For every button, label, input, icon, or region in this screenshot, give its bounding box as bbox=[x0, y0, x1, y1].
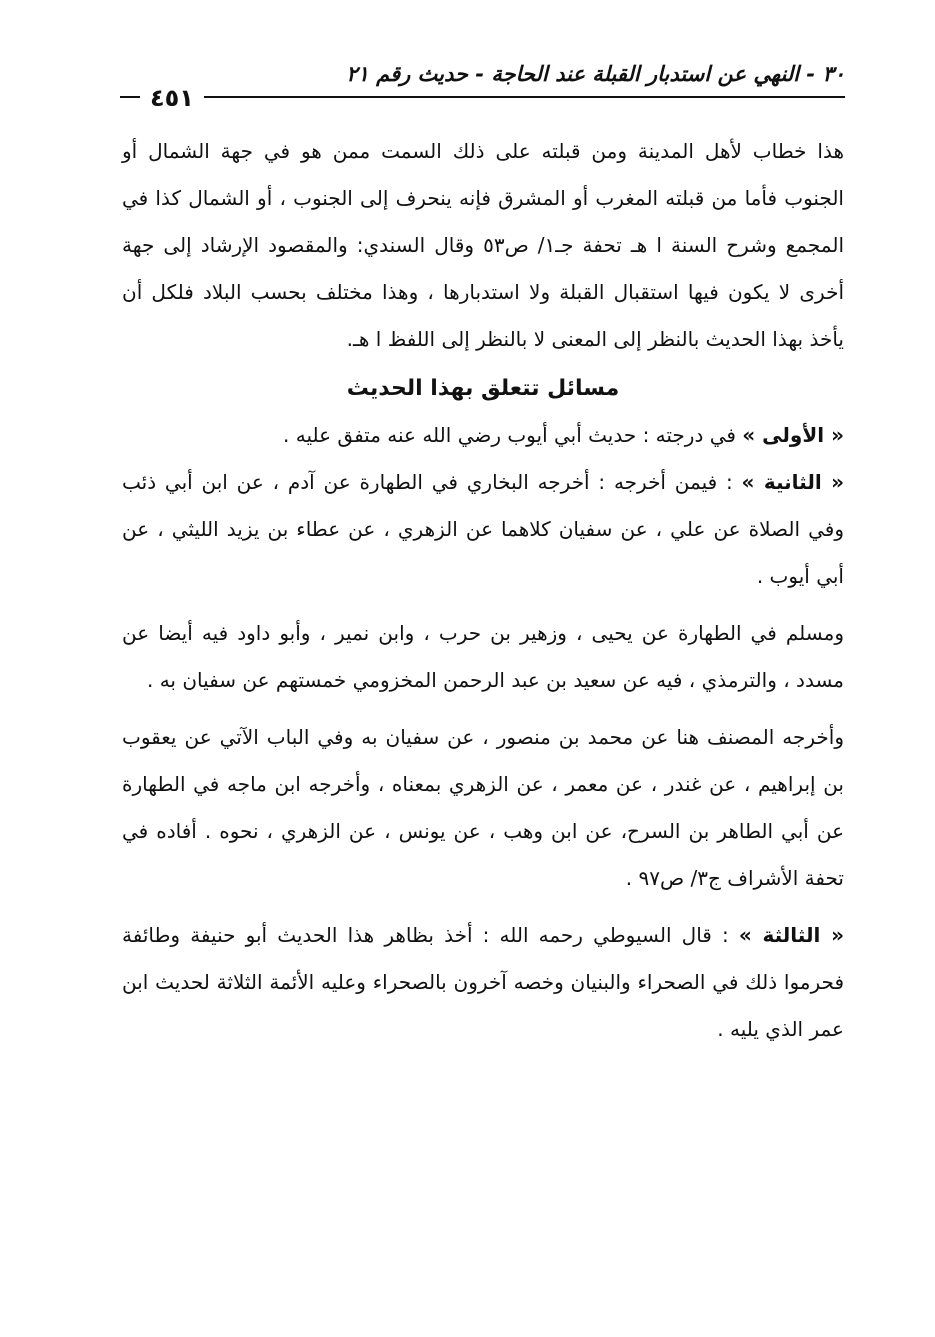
paragraph: هذا خطاب لأهل المدينة ومن قبلته على ذلك السمت ممن هو في جهة الشمال أو الجنوب فأما من قبلته المغرب أو المشرق فإنه ينحرف إلى الجنوب ، أو الشمال كذا في المجمع وشرح السنة ا هـ تحفة جـ١/ ص٥٣ وقال السندي: والمقصود الإرشاد إلى جهة أخرى لا يكون فيها استقبال القبلة ولا استدبارها ، وهذا مختلف بحسب البلاد فلكل أن يأخذ بهذا الحديث بالنظر إلى المعنى لا بالنظر إلى اللفظ ا هـ. bbox=[122, 139, 844, 351]
page-number-box bbox=[140, 84, 204, 112]
section-heading: مسائل تتعلق بهذا الحديث bbox=[346, 376, 620, 401]
page-body bbox=[122, 128, 844, 1053]
issue-label: « الثانية » bbox=[741, 470, 845, 494]
issue-second bbox=[122, 459, 844, 600]
issue-text: في درجته : حديث أبي أيوب رضي الله عنه متفق عليه . bbox=[283, 423, 743, 447]
running-title: ٣٠ - النهي عن استدبار القبلة عند الحاجة - حديث رقم ٢١ bbox=[346, 62, 845, 86]
header-rule bbox=[120, 96, 845, 98]
paragraph: وأخرجه المصنف هنا عن محمد بن منصور ، عن سفيان به وفي الباب الآتي عن يعقوب بن إبراهيم ، عن غندر ، عن معمر ، عن الزهري بمعناه ، وأخرجه ابن ماجه في الطهارة عن أبي الطاهر بن السرح، عن ابن وهب ، عن يونس ، عن الزهري ، نحوه . أفاده في تحفة الأشراف ج٣/ ص٩٧ . bbox=[122, 725, 844, 890]
issue-label: « الأولى » bbox=[742, 423, 844, 447]
issue-text: : فيمن أخرجه : أخرجه البخاري في الطهارة عن آدم ، عن ابن أبي ذئب وفي الصلاة عن علي ، عن سفيان كلاهما عن الزهري ، عن عطاء بن يزيد الليثي ، عن أبي أيوب . bbox=[122, 470, 844, 588]
page-number: ٤٥١ bbox=[150, 84, 194, 112]
issue-text: : قال السيوطي رحمه الله : أخذ بظاهر هذا الحديث أبو حنيفة وطائفة فحرموا ذلك في الصحراء والبنيان وخصه آخرون بالصحراء وعليه الأئمة الثلاثة لحديث ابن عمر الذي يليه . bbox=[122, 923, 844, 1041]
page-header bbox=[120, 62, 845, 122]
issue-third bbox=[122, 912, 844, 1053]
paragraph: ومسلم في الطهارة عن يحيى ، وزهير بن حرب ، وابن نمير ، وأبو داود فيه أيضا عن مسدد ، والترمذي ، فيه عن سعيد بن عبد الرحمن المخزومي خمستهم عن سفيان به . bbox=[122, 621, 844, 692]
issue-first bbox=[122, 412, 844, 459]
issue-label: « الثالثة » bbox=[738, 923, 844, 947]
